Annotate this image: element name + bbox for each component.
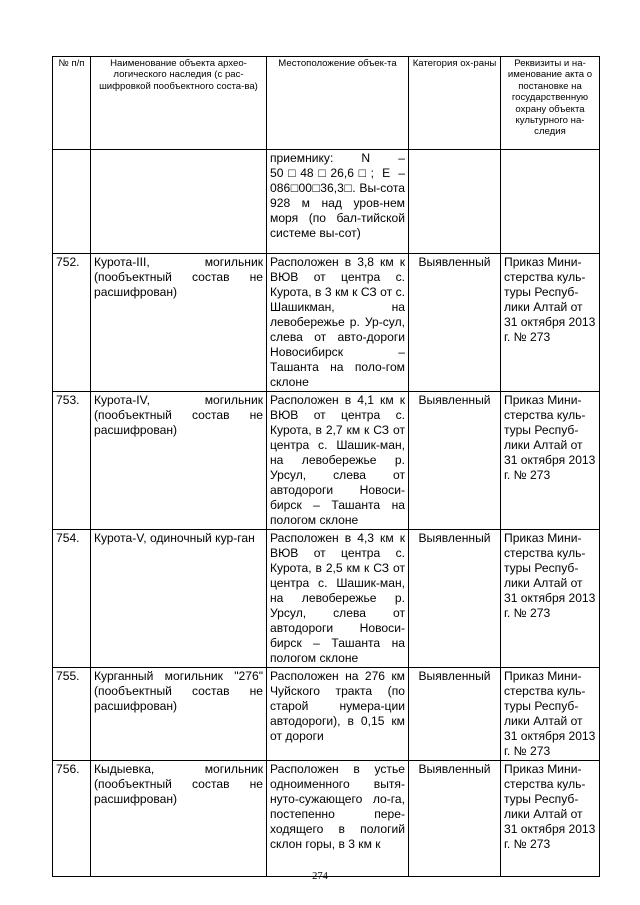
table-row-continuation bbox=[53, 150, 600, 254]
cell-name bbox=[91, 150, 267, 254]
header-category: Категория ох-раны bbox=[409, 57, 501, 150]
table-row bbox=[53, 668, 600, 761]
cell-location: Расположен в устье одноименного вытя-нуто-сужающего ло-га, постепенно пере-ходящего в пологий склон горы, в 3 км к bbox=[267, 761, 409, 877]
header-location: Местоположение объек-та bbox=[267, 57, 409, 150]
cell-num: 753. bbox=[53, 392, 91, 530]
header-name: Наименование объекта архео-логического наследия (с рас-шифровкой пообъектного соста-ва) bbox=[91, 57, 267, 150]
cell-category: Выявленный bbox=[409, 668, 501, 761]
cell-category: Выявленный bbox=[409, 392, 501, 530]
table-row bbox=[53, 761, 600, 877]
cell-num: 756. bbox=[53, 761, 91, 877]
table-header bbox=[53, 57, 600, 150]
cell-category: Выявленный bbox=[409, 254, 501, 392]
cell-act: Приказ Мини-стерства куль-туры Респуб-лики Алтай от 31 октября 2013 г. № 273 bbox=[501, 761, 600, 877]
cell-num bbox=[53, 150, 91, 254]
cell-num: 755. bbox=[53, 668, 91, 761]
cell-category: Выявленный bbox=[409, 530, 501, 668]
cell-act bbox=[501, 150, 600, 254]
cell-act: Приказ Мини-стерства куль-туры Респуб-лики Алтай от 31 октября 2013 г. № 273 bbox=[501, 254, 600, 392]
cell-location: приемнику: N – 50□48□26,6□; E – 086□00□36,3□. Вы-сота 928 м над уров-нем моря (по бал-тийской системе вы-сот) bbox=[267, 150, 409, 254]
cell-name: Курота-IV, могильник (пообъектный состав не расшифрован) bbox=[91, 392, 267, 530]
header-act: Реквизиты и на-именование акта о постановке на государственную охрану объекта культурного на-следия bbox=[501, 57, 600, 150]
cell-location: Расположен в 4,3 км к ВЮВ от центра с. Курота, в 2,5 км к СЗ от центра с. Шашик-ман, на левобережье р. Урсул, слева от автодороги Новоси-бирск – Ташанта на пологом склоне bbox=[267, 530, 409, 668]
table-row bbox=[53, 254, 600, 392]
table-row bbox=[53, 392, 600, 530]
heritage-registry-table bbox=[52, 56, 600, 877]
header-num: № п/п bbox=[53, 57, 91, 150]
cell-category: Выявленный bbox=[409, 761, 501, 877]
table-row bbox=[53, 530, 600, 668]
cell-name: Курота-III, могильник (пообъектный состав не расшифрован) bbox=[91, 254, 267, 392]
cell-num: 752. bbox=[53, 254, 91, 392]
cell-act: Приказ Мини-стерства куль-туры Респуб-лики Алтай от 31 октября 2013 г. № 273 bbox=[501, 668, 600, 761]
cell-act: Приказ Мини-стерства куль-туры Респуб-лики Алтай от 31 октября 2013 г. № 273 bbox=[501, 530, 600, 668]
cell-location: Расположен в 3,8 км к ВЮВ от центра с. Курота, в 3 км к СЗ от с. Шашикман, на левобережье р. Ур-сул, слева от авто-дороги Новосибирск – Ташанта на поло-гом склоне bbox=[267, 254, 409, 392]
page-number: 274 bbox=[312, 871, 328, 882]
cell-act: Приказ Мини-стерства куль-туры Респуб-лики Алтай от 31 октября 2013 г. № 273 bbox=[501, 392, 600, 530]
cell-category bbox=[409, 150, 501, 254]
cell-name: Кыдыевка, могильник (пообъектный состав не расшифрован) bbox=[91, 761, 267, 877]
cell-location: Расположен в 4,1 км к ВЮВ от центра с. Курота, в 2,7 км к СЗ от центра с. Шашик-ман, на левобережье р. Урсул, слева от автодороги Новоси-бирск – Ташанта на пологом склоне bbox=[267, 392, 409, 530]
cell-num: 754. bbox=[53, 530, 91, 668]
cell-name: Курганный могильник "276" (пообъектный состав не расшифрован) bbox=[91, 668, 267, 761]
cell-location: Расположен на 276 км Чуйского тракта (по старой нумера-ции автодороги), в 0,15 км от дороги bbox=[267, 668, 409, 761]
cell-name: Курота-V, одиночный кур-ган bbox=[91, 530, 267, 668]
